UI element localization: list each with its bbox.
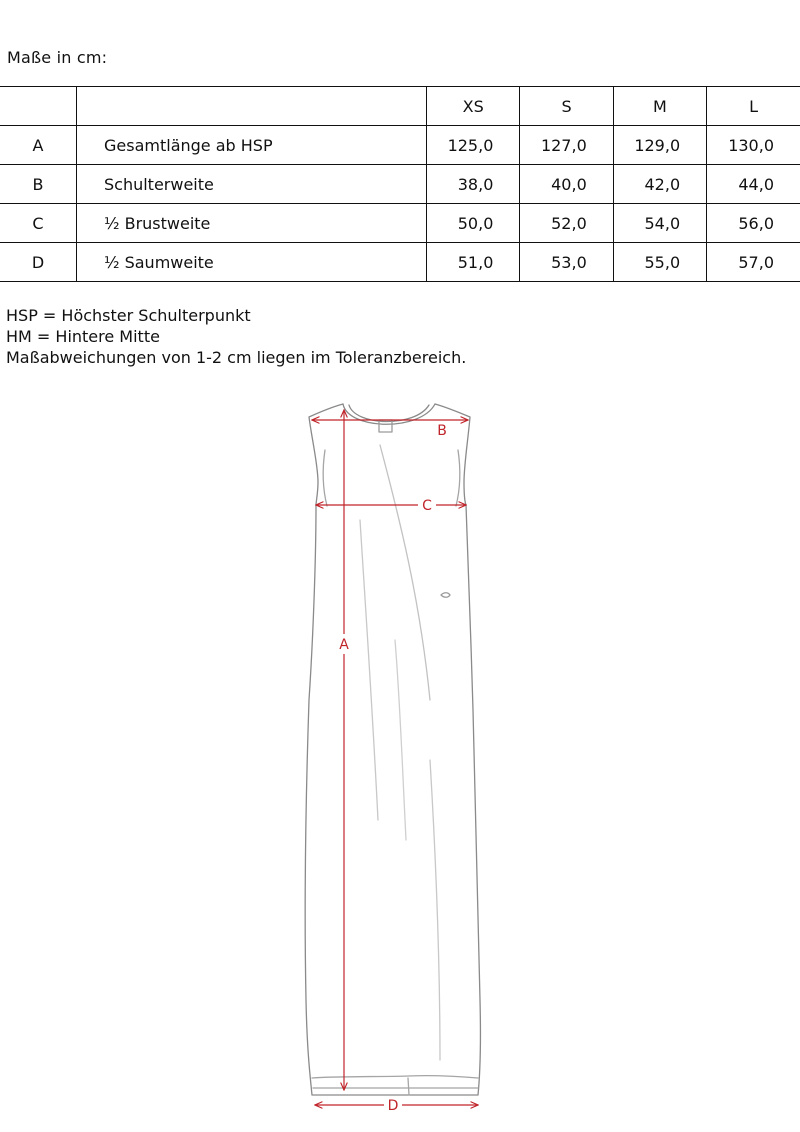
- row-code: C: [0, 204, 77, 243]
- table-row: [0, 165, 800, 204]
- size-header-l: L: [707, 87, 800, 126]
- table-header-row: [0, 87, 800, 126]
- notes-block: [6, 305, 466, 368]
- row-code: A: [0, 126, 77, 165]
- row-label: Schulterweite: [77, 165, 427, 204]
- row-value: 52,0: [520, 204, 613, 243]
- row-value: 55,0: [613, 243, 706, 282]
- table-row: [0, 243, 800, 282]
- dress-sketch: [0, 380, 800, 1132]
- note-hsp: HSP = Höchster Schulterpunkt: [6, 306, 251, 325]
- table-row: [0, 204, 800, 243]
- row-value: 56,0: [707, 204, 800, 243]
- measure-label-c: C: [422, 498, 432, 514]
- note-hm: HM = Hintere Mitte: [6, 327, 160, 346]
- row-value: 125,0: [427, 126, 520, 165]
- row-value: 130,0: [707, 126, 800, 165]
- row-value: 57,0: [707, 243, 800, 282]
- measurements-heading: Maße in cm:: [7, 48, 108, 67]
- size-header-m: M: [613, 87, 706, 126]
- measure-label-b: B: [437, 423, 447, 439]
- note-tolerance: Maßabweichungen von 1-2 cm liegen im Toleranzbereich.: [6, 348, 467, 367]
- size-header-s: S: [520, 87, 613, 126]
- row-label: ½ Saumweite: [77, 243, 427, 282]
- row-label: ½ Brustweite: [77, 204, 427, 243]
- row-value: 54,0: [613, 204, 706, 243]
- row-value: 40,0: [520, 165, 613, 204]
- size-header-xs: XS: [427, 87, 520, 126]
- size-chart-table: [0, 86, 800, 282]
- table-row: [0, 126, 800, 165]
- row-value: 38,0: [427, 165, 520, 204]
- row-value: 51,0: [427, 243, 520, 282]
- row-value: 50,0: [427, 204, 520, 243]
- measurement-lines: [312, 410, 478, 1105]
- row-value: 53,0: [520, 243, 613, 282]
- dress-outline: [305, 404, 480, 1095]
- header-empty-cell: [77, 87, 427, 126]
- row-label: Gesamtlänge ab HSP: [77, 126, 427, 165]
- row-code: D: [0, 243, 77, 282]
- row-value: 44,0: [707, 165, 800, 204]
- header-empty-cell: [0, 87, 77, 126]
- row-value: 127,0: [520, 126, 613, 165]
- row-code: B: [0, 165, 77, 204]
- measure-label-a: A: [339, 637, 349, 653]
- measure-label-d: D: [387, 1098, 399, 1114]
- row-value: 129,0: [613, 126, 706, 165]
- row-value: 42,0: [613, 165, 706, 204]
